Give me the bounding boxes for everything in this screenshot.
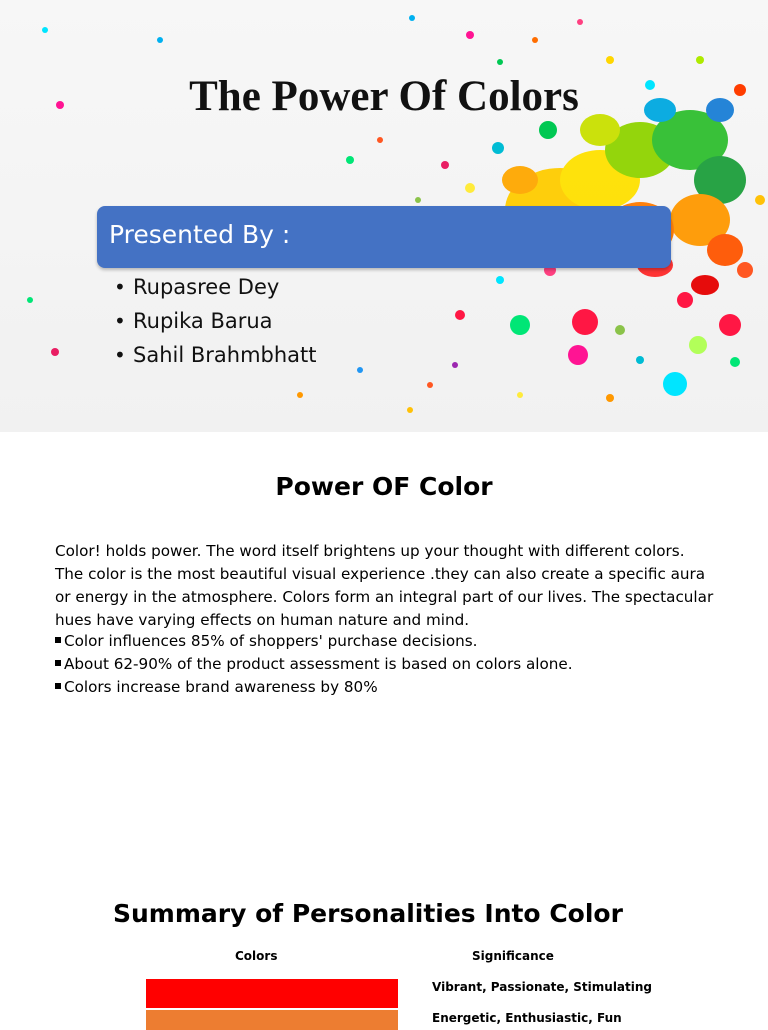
- intro-paragraph: Color! holds power. The word itself brightens up your thought with different colors. The color is the most beautiful visual experience .they can also create a specific aura or energy in the atmosphere. Colors form an integral part of our lives. The spectacular hues have varying effects on human nature and mind.: [55, 542, 714, 629]
- significance-text: Vibrant, Passionate, Stimulating: [432, 980, 653, 994]
- color-swatch-orange: [146, 1010, 398, 1030]
- color-swatch-red: [146, 979, 398, 1008]
- stat-text: Color influences 85% of shoppers' purchase decisions.: [64, 632, 478, 650]
- list-item: [55, 630, 573, 653]
- slide-title: Summary of Personalities Into Color: [113, 899, 623, 928]
- stat-text: Colors increase brand awareness by 80%: [64, 678, 378, 696]
- power-of-color-slide: [0, 432, 768, 864]
- personality-summary-slide: [0, 864, 768, 1024]
- square-bullet-icon: [55, 683, 61, 689]
- list-item: [114, 340, 317, 374]
- stats-list: [55, 630, 573, 699]
- colors-column-header: Colors: [235, 949, 278, 963]
- significance-column-header: Significance: [472, 949, 554, 963]
- bullet-icon: •: [114, 309, 126, 333]
- list-item: [55, 653, 573, 676]
- square-bullet-icon: [55, 660, 61, 666]
- presenter-name: Rupasree Dey: [133, 275, 280, 299]
- bullet-icon: •: [114, 343, 126, 367]
- stat-text: About 62-90% of the product assessment is based on colors alone.: [64, 655, 573, 673]
- list-item: [114, 272, 317, 306]
- bullet-icon: •: [114, 275, 126, 299]
- presenter-name: Sahil Brahmbhatt: [133, 343, 317, 367]
- list-item: [114, 306, 317, 340]
- square-bullet-icon: [55, 637, 61, 643]
- slide-title: Power OF Color: [275, 472, 493, 501]
- list-item: [55, 676, 573, 699]
- presenter-list: [114, 272, 317, 374]
- presented-by-banner: [97, 206, 671, 268]
- presenter-name: Rupika Barua: [133, 309, 273, 333]
- presented-by-label: Presented By :: [109, 220, 291, 249]
- slide-title: The Power Of Colors: [189, 73, 579, 120]
- significance-text: Energetic, Enthusiastic, Fun: [432, 1011, 622, 1025]
- title-slide: [0, 0, 768, 432]
